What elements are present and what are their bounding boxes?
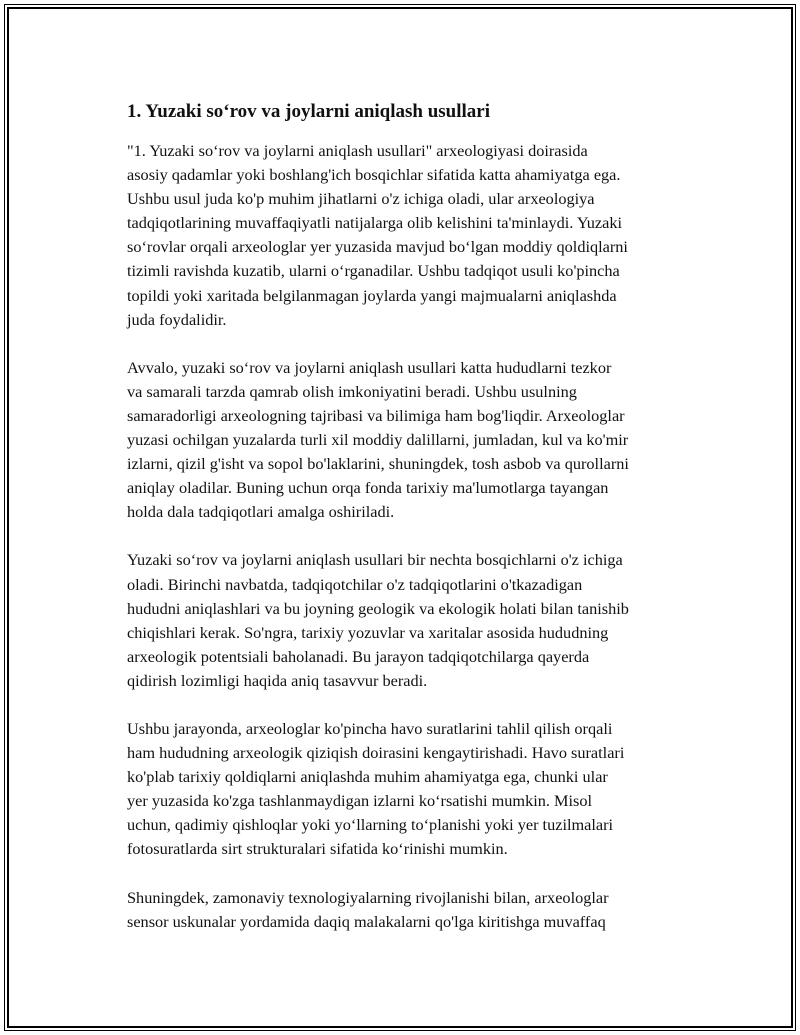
document-body	[127, 99, 712, 958]
paragraph-2: Avvalo, yuzaki so‘rov va joylarni aniqlash usullari katta hududlarni tezkor va samarali tarzda qamrab olish imkoniyatini beradi. Ushbu usulning samaradorligi arxeologning tajribasi va bilimiga ham bog'liqdir. Arxeologlar yuzasi ochilgan yuzalarda turli xil moddiy dalillarni, jumladan, kul va ko'mir izlarni, qizil g'isht va sopol bo'laklarini, shuningdek, tosh asbob va qurollarni aniqlay oladilar. Buning uchun orqa fonda tarixiy ma'lumotlarga tayangan holda dala tadqiqotlari amalga oshiriladi.	[127, 357, 629, 522]
paragraph-3: Yuzaki so‘rov va joylarni aniqlash usullari bir nechta bosqichlarni o'z ichiga oladi. Birinchi navbatda, tadqiqotchilar o'z tadqiqotlarini o'tkazadigan hududni aniqlashlari va bu joyning geologik va ekologik holati bilan tanishib chiqishlari kerak. So'ngra, tarixiy yozuvlar va xaritalar asosida hududning arxeologik potentsiali baholanadi. Bu jarayon tadqiqotchilarga qayerda qidirish lozimligi haqida aniq tasavvur beradi.	[127, 550, 629, 690]
paragraph-5: Shuningdek, zamonaviy texnologiyalarning rivojlanishi bilan, arxeologlar sensor uskunalar yordamida daqiq malakalarni qo'lga kiritishga muvaffaq	[127, 887, 609, 931]
paragraph-1: "1. Yuzaki so‘rov va joylarni aniqlash usullari" arxeologiyasi doirasida asosiy qadamlar yoki boshlang'ich bosqichlar sifatida katta ahamiyatga ega. Ushbu usul juda ko'p muhim jihatlarni o'z ichiga oladi, ular arxeologiya tadqiqotlarining muvaffaqiyatli natijalarga olib kelishini ta'minlaydi. Yuzaki so‘rovlar orqali arxeologlar yer yuzasida mavjud bo‘lgan moddiy qoldiqlarni tizimli ravishda kuzatib, ularni o‘rganadilar. Ushbu tadqiqot usuli ko'pincha topildi yoki xaritada belgilanmagan joylarda yangi majmualarni aniqlashda juda foydalidir.	[127, 141, 628, 329]
section-heading: 1. Yuzaki so‘rov va joylarni aniqlash usullari	[127, 101, 491, 122]
page-frame	[7, 7, 793, 1028]
paragraph-4: Ushbu jarayonda, arxeologlar ko'pincha havo suratlarini tahlil qilish orqali ham hududning arxeologik qiziqish doirasini kengaytirishadi. Havo suratlari ko'plab tarixiy qoldiqlarni aniqlashda muhim ahamiyatga ega, chunki ular yer yuzasida ko'zga tashlanmaydigan izlarni ko‘rsatishi mumkin. Misol uchun, qadimiy qishloqlar yoki yo‘llarning to‘planishi yoki yer tuzilmalari fotosuratlarda sirt strukturalari sifatida ko‘rinishi mumkin.	[127, 718, 625, 859]
